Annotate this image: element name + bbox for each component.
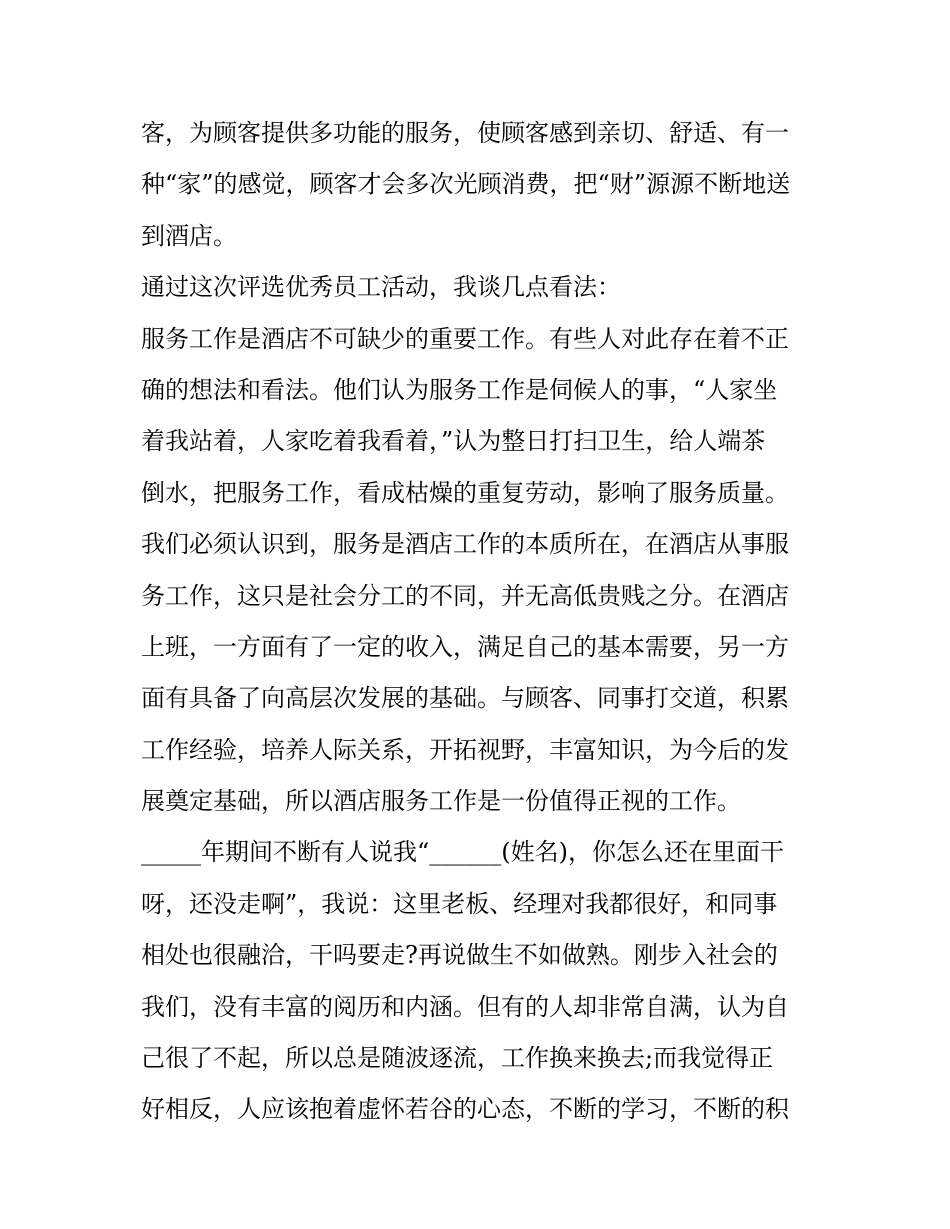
text-line: 好相反，人应该抱着虚怀若谷的心态，不断的学习，不断的积 <box>141 1095 789 1124</box>
text-line: _____年期间不断有人说我“______(姓名)，你怎么还在里面干 <box>141 838 784 867</box>
text-line: 相处也很融洽，干吗要走?再说做生不如做熟。刚步入社会的 <box>141 941 778 970</box>
text-line: 呀，还没走啊”，我说：这里老板、经理对我都很好，和同事 <box>141 889 778 918</box>
body-text <box>141 108 821 1136</box>
text-line: 我们必须认识到，服务是酒店工作的本质所在，在酒店从事服 <box>141 530 789 559</box>
text-line: 到酒店。 <box>141 221 237 250</box>
text-line: 我们，没有丰富的阅历和内涵。但有的人却非常自满，认为自 <box>141 992 789 1021</box>
text-line: 上班，一方面有了一定的收入，满足自己的基本需要，另一方 <box>141 632 789 661</box>
text-line: 务工作，这只是社会分工的不同，并无高低贵贱之分。在酒店 <box>141 581 789 610</box>
text-line: 己很了不起，所以总是随波逐流，工作换来换去;而我觉得正 <box>141 1044 774 1073</box>
text-line: 通过这次评选优秀员工活动，我谈几点看法： <box>141 273 621 302</box>
text-line: 客，为顾客提供多功能的服务，使顾客感到亲切、舒适、有一 <box>141 119 789 147</box>
text-line: 展奠定基础，所以酒店服务工作是一份值得正视的工作。 <box>141 787 741 816</box>
text-line: 着我站着，人家吃着我看着，”认为整日打扫卫生，给人端茶 <box>141 427 766 456</box>
text-line: 工作经验，培养人际关系，开拓视野，丰富知识，为今后的发 <box>141 735 789 764</box>
text-line: 面有具备了向高层次发展的基础。与顾客、同事打交道，积累 <box>141 684 789 713</box>
text-line: 确的想法和看法。他们认为服务工作是伺候人的事，“人家坐 <box>141 375 778 404</box>
text-line: 种“家”的感觉，顾客才会多次光顾消费，把“财”源源不断地送 <box>141 170 791 199</box>
text-line: 倒水，把服务工作，看成枯燥的重复劳动，影响了服务质量。 <box>141 478 789 507</box>
text-line: 服务工作是酒店不可缺少的重要工作。有些人对此存在着不正 <box>141 324 789 353</box>
